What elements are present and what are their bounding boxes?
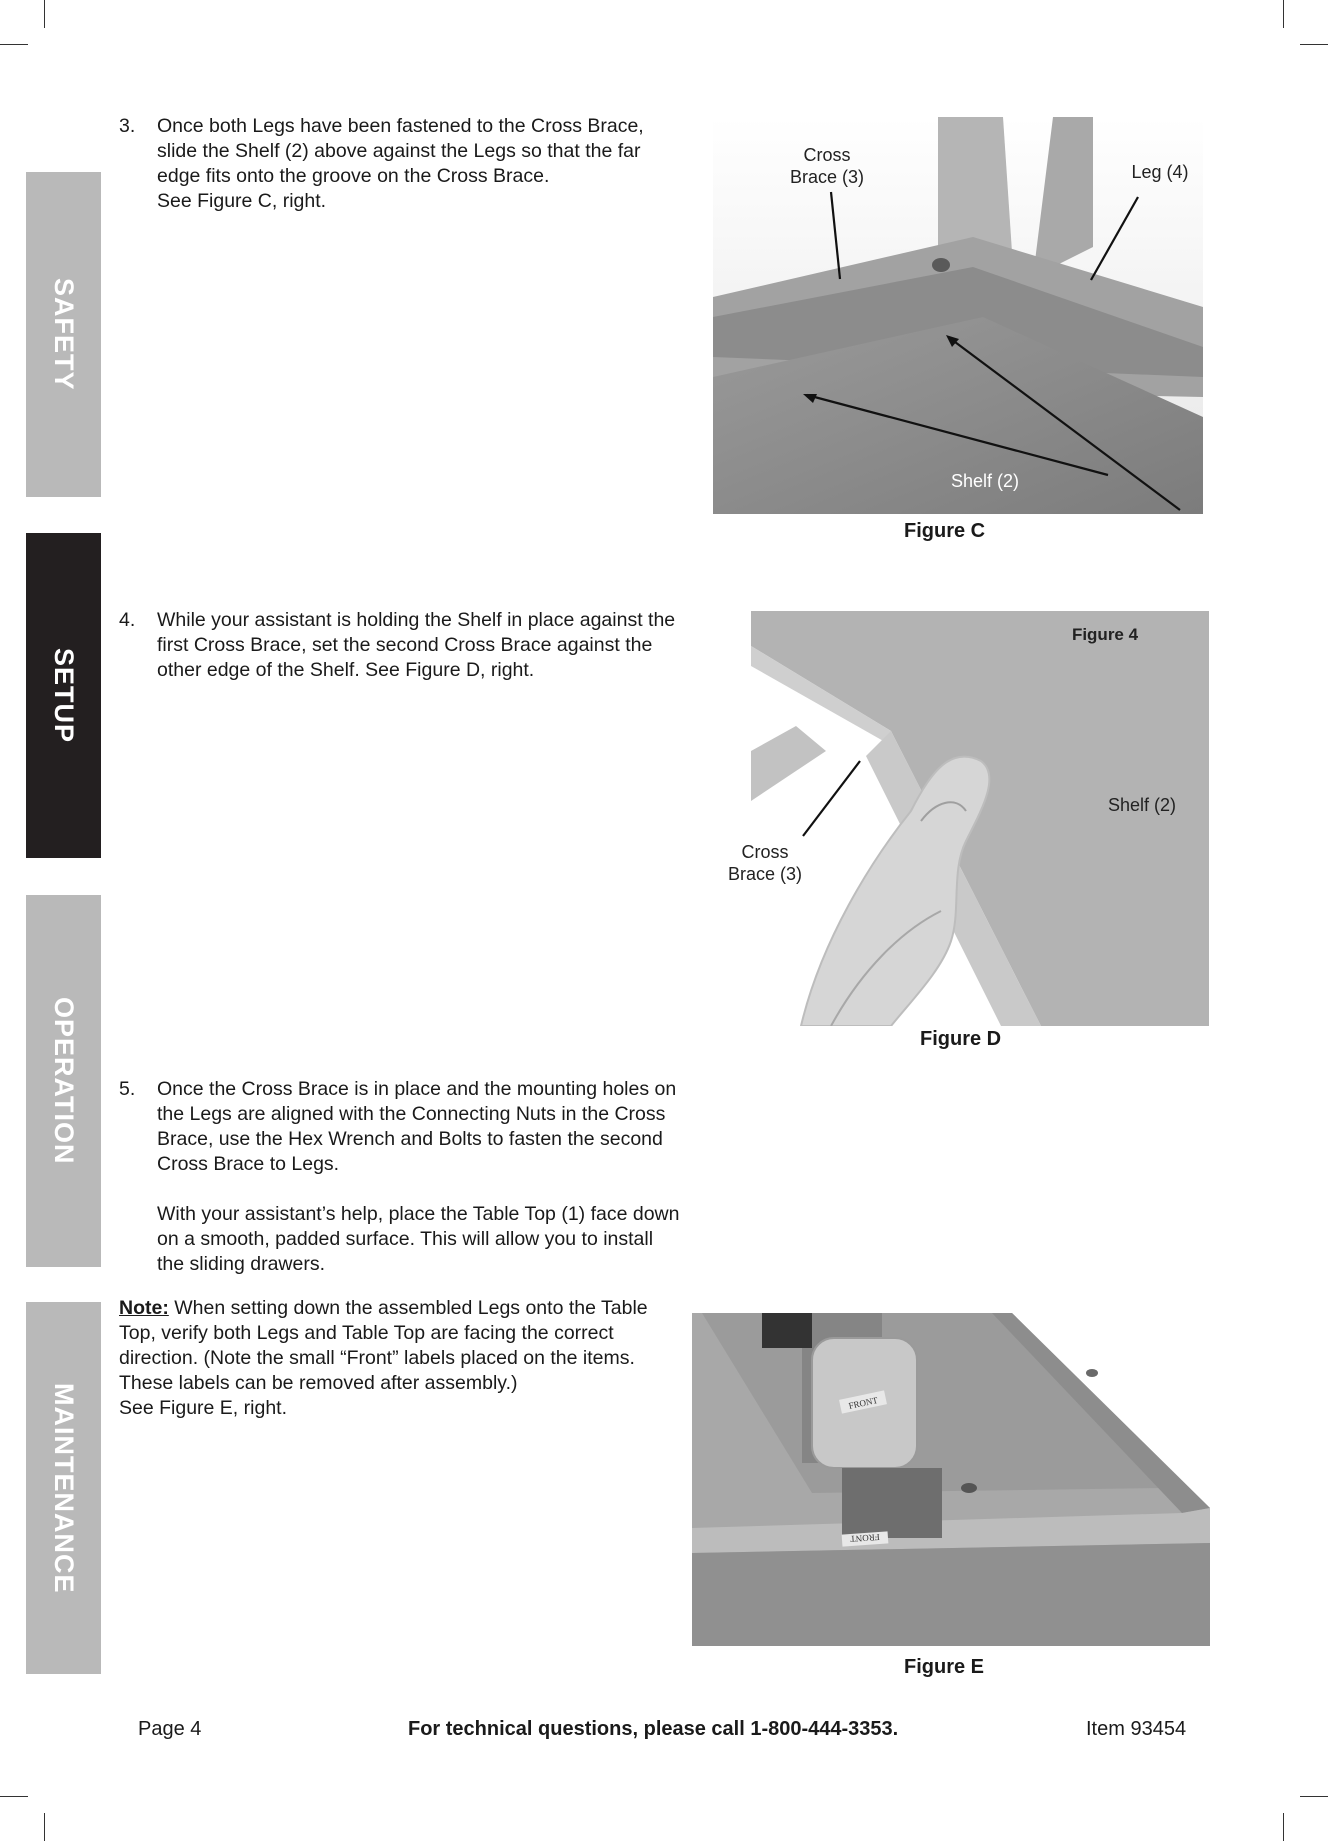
tab-maintenance-label: MAINTENANCE	[49, 1382, 79, 1594]
step-number: 5.	[119, 1078, 136, 1100]
crop-mark	[0, 1796, 28, 1797]
tab-safety-label: SAFETY	[49, 278, 79, 391]
step-line: With your assistant’s help, place the Table Top (1) face down	[157, 1203, 680, 1225]
step-4	[119, 608, 739, 683]
note-line: See Figure E, right.	[119, 1397, 287, 1419]
tab-operation-label: OPERATION	[49, 997, 79, 1165]
crop-mark	[0, 44, 28, 45]
tab-maintenance[interactable]	[26, 1302, 101, 1674]
crop-mark	[44, 1813, 45, 1841]
step-5	[119, 1077, 739, 1277]
tab-setup[interactable]	[26, 533, 101, 858]
figure-d-caption: Figure D	[920, 1028, 1002, 1050]
note-block	[119, 1296, 699, 1421]
figure-e-front-label: FRONT	[849, 1531, 881, 1545]
crop-mark	[1283, 1813, 1284, 1841]
figure-d-image	[751, 611, 1209, 1026]
page-number: Page 4	[138, 1718, 202, 1740]
crop-mark	[44, 0, 45, 28]
step-line: Once both Legs have been fastened to the Cross Brace,	[157, 115, 644, 137]
figure-c-caption: Figure C	[904, 520, 986, 542]
figure-c-shelf-label: Shelf (2)	[950, 471, 1020, 491]
step-line: edge fits onto the groove on the Cross Brace.	[157, 165, 550, 187]
figure-c-cross-brace-label	[774, 144, 880, 188]
step-number: 3.	[119, 115, 136, 137]
callout-line: Cross	[803, 145, 851, 165]
note-line: Top, verify both Legs and Table Top are facing the correct	[119, 1322, 614, 1344]
figure-e-front-label: FRONT	[847, 1395, 879, 1411]
step-line: first Cross Brace, set the second Cross Brace against the	[157, 634, 653, 656]
step-line: the Legs are aligned with the Connecting Nuts in the Cross	[157, 1103, 666, 1125]
crop-mark	[1300, 1796, 1328, 1797]
callout-line: Cross	[741, 842, 789, 862]
figure-d-cross-brace-label	[720, 841, 810, 885]
callout-line: Brace (3)	[789, 167, 865, 187]
note-lead: Note:	[119, 1297, 169, 1319]
step-line: the sliding drawers.	[157, 1253, 325, 1275]
figure-e-image	[692, 1313, 1210, 1646]
support-phone: For technical questions, please call 1-800-444-3353.	[408, 1718, 899, 1740]
step-line: slide the Shelf (2) above against the Legs so that the far	[157, 140, 641, 162]
step-number: 4.	[119, 609, 136, 631]
step-line: on a smooth, padded surface. This will allow you to install	[157, 1228, 654, 1250]
crop-mark	[1300, 44, 1328, 45]
tab-setup-label: SETUP	[49, 647, 79, 744]
figure-c-leg-label: Leg (4)	[1131, 162, 1189, 182]
figure-e-caption: Figure E	[904, 1656, 985, 1678]
tab-operation[interactable]	[26, 895, 101, 1267]
note-line: When setting down the assembled Legs onto the Table	[168, 1297, 648, 1319]
tab-safety[interactable]	[26, 172, 101, 497]
callout-line: Brace (3)	[727, 864, 803, 884]
step-line: Once the Cross Brace is in place and the mounting holes on	[157, 1078, 677, 1100]
item-number: Item 93454	[1086, 1718, 1187, 1740]
step-line: Cross Brace to Legs.	[157, 1153, 340, 1175]
figure-d-shelf-label: Shelf (2)	[1107, 795, 1177, 815]
step-line: While your assistant is holding the Shelf in place against the	[157, 609, 676, 631]
note-line: direction. (Note the small “Front” labels placed on the items.	[119, 1347, 635, 1369]
step-line: Brace, use the Hex Wrench and Bolts to fasten the second	[157, 1128, 663, 1150]
step-3	[119, 114, 719, 214]
step-line: See Figure C, right.	[157, 190, 327, 212]
step-line: other edge of the Shelf. See Figure D, right.	[157, 659, 535, 681]
note-line: These labels can be removed after assembly.)	[119, 1372, 518, 1394]
figure-d-corner-label: Figure 4	[1071, 625, 1139, 644]
crop-mark	[1283, 0, 1284, 28]
